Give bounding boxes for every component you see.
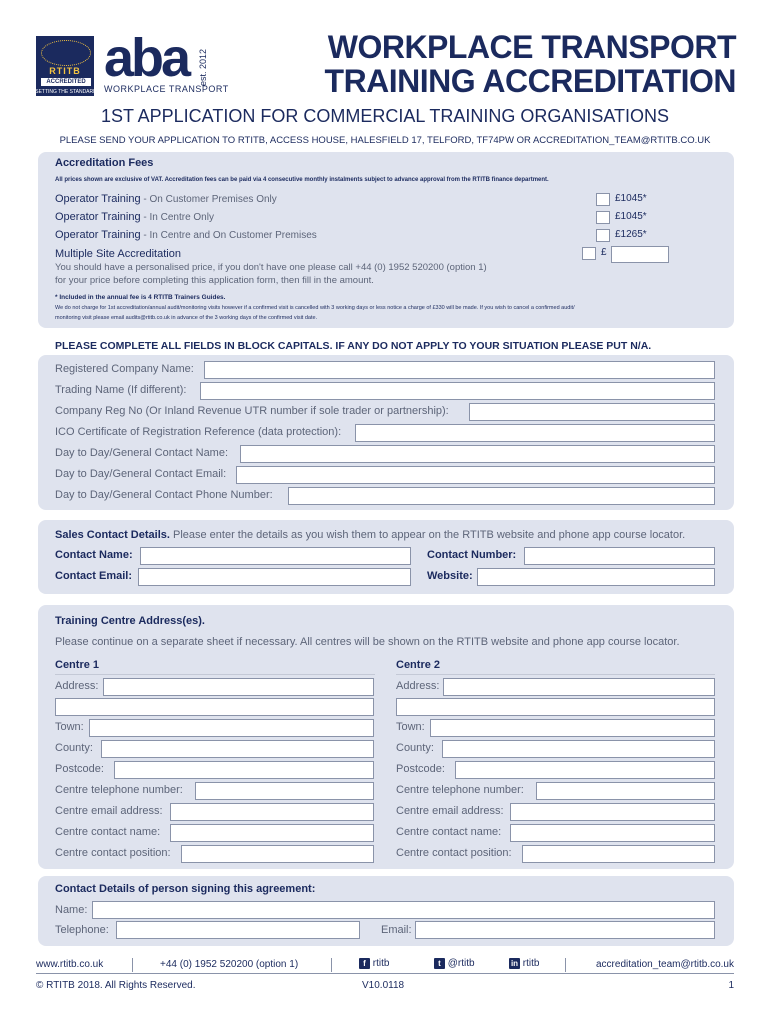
centre-2-postcode-label: Postcode: [396,763,445,775]
centre-1-email-label: Centre email address: [55,805,163,817]
centre-1-telephone-input[interactable] [195,782,374,800]
footer-page-number: 1 [728,980,734,991]
centre-1-postcode-input[interactable] [114,761,374,779]
ico-certificate-label: ICO Certificate of Registration Reference (data protection): [55,426,342,438]
general-contact-email-input[interactable] [236,466,715,484]
fee-option-detail: - In Centre Only [140,212,214,223]
aba-logo-sub: WORKPLACE TRANSPORT [104,84,229,94]
page-title [325,30,736,98]
centre-1-county-label: County: [55,742,93,754]
fee-option-label: Operator Training [55,193,141,205]
page-subtitle: 1ST APPLICATION FOR COMMERCIAL TRAINING ORGANISATIONS [100,106,670,126]
rtitb-accredited-logo [35,36,97,96]
trading-name-label: Trading Name (If different): [55,384,187,396]
general-contact-phone-input[interactable] [288,487,715,505]
centre-1-county-input[interactable] [101,740,374,758]
centre-2-email-input[interactable] [510,803,715,821]
multi-site-currency: £ [601,247,607,258]
footer-version: V10.0118 [362,980,405,991]
contact-number-input[interactable] [524,547,715,565]
fee-option-label: Operator Training [55,229,141,241]
footer-email-link[interactable]: accreditation_team@rtitb.co.uk [596,959,734,970]
sales-contact-heading [55,529,685,541]
fee-option-1 [55,193,277,205]
multi-site-amount-input[interactable] [611,246,669,263]
aba-logo-text: aba [104,28,189,88]
centre-1-divider [55,674,375,675]
centre-2-contact-position-label: Centre contact position: [396,847,512,859]
multi-site-info-line-1: You should have a personalised price, if you don't have one please call +44 (0) 1952 520200 (option 1) [55,262,487,273]
footer-separator [331,958,332,972]
vat-note: All prices shown are exclusive of VAT. Accreditation fees can be paid via 4 consecutive monthly instalments subject to advance approval from the RTITB finance department. [55,177,549,183]
centre-1-postcode-label: Postcode: [55,763,104,775]
fees-heading: Accreditation Fees [55,157,154,169]
company-reg-no-label: Company Reg No (Or Inland Revenue UTR number if sole trader or partnership): [55,405,449,417]
signatory-email-label: Email: [381,924,412,936]
general-contact-name-input[interactable] [240,445,715,463]
footer-linkedin-link[interactable] [509,958,539,969]
fee-option-2 [55,211,214,223]
rtitb-logo-tagline: SETTING THE STANDARD [35,89,97,95]
send-instructions: PLEASE SEND YOUR APPLICATION TO RTITB, ACCESS HOUSE, HALESFIELD 17, TELFORD, TF74PW OR ACCREDITATION_TEAM@RTITB.CO.UK [59,135,711,146]
footer-twitter-handle: @rtitb [447,958,475,969]
centre-1-contact-name-input[interactable] [170,824,374,842]
footer-facebook-link[interactable] [359,958,389,969]
training-centre-note: Please continue on a separate sheet if necessary. All centres will be shown on the RTITB website and phone app course locator. [55,636,680,648]
fee-option-2-price: £1045* [615,211,647,222]
title-line-1: WORKPLACE TRANSPORT [327,29,736,65]
footer-linkedin-handle: rtitb [522,958,540,969]
aba-logo [104,30,188,86]
fee-option-detail: - On Customer Premises Only [140,194,277,205]
centre-1-town-input[interactable] [89,719,374,737]
website-label: Website: [427,570,473,582]
centre-2-telephone-input[interactable] [536,782,715,800]
multi-site-info-line-2: for your price before completing this application form, then fill in the amount. [55,275,374,286]
centre-1-address-input[interactable] [103,678,374,696]
centre-2-town-input[interactable] [430,719,715,737]
facebook-icon: f [359,958,370,969]
fee-option-label: Operator Training [55,211,141,223]
contact-number-label: Contact Number: [427,549,517,561]
rtitb-logo-sub: ACCREDITED [41,78,91,86]
linkedin-icon: in [510,959,519,968]
contact-email-label: Contact Email: [55,570,133,582]
centre-1-address-label: Address: [55,680,99,692]
training-centre-heading: Training Centre Address(es). [55,615,205,627]
multi-site-checkbox[interactable] [582,247,596,260]
centre-2-postcode-input[interactable] [455,761,715,779]
twitter-icon: t [434,958,445,969]
ico-certificate-input[interactable] [355,424,715,442]
centre-2-county-input[interactable] [442,740,715,758]
footer-rule [36,973,734,974]
website-input[interactable] [477,568,715,586]
footer-facebook-handle: rtitb [372,958,390,969]
block-capitals-instruction: PLEASE COMPLETE ALL FIELDS IN BLOCK CAPITALS. IF ANY DO NOT APPLY TO YOUR SITUATION PLEASE PUT N/A. [55,340,652,352]
centre-1-contact-position-label: Centre contact position: [55,847,171,859]
centre-2-contact-position-input[interactable] [522,845,715,863]
contact-name-label: Contact Name: [55,549,133,561]
sales-heading-rest: Please enter the details as you wish them to appear on the RTITB website and phone app course locator. [169,529,686,541]
centre-1-contact-name-label: Centre contact name: [55,826,161,838]
signatory-telephone-input[interactable] [116,921,360,939]
contact-name-input[interactable] [140,547,411,565]
footer-website-link[interactable]: www.rtitb.co.uk [36,959,104,970]
signatory-name-label: Name: [55,904,88,916]
footer-copyright: © RTITB 2018. All Rights Reserved. [36,980,196,991]
company-reg-no-input[interactable] [469,403,715,421]
contact-email-input[interactable] [138,568,411,586]
centre-2-county-label: County: [396,742,434,754]
multi-site-label: Multiple Site Accreditation [55,248,181,260]
centre-1-contact-position-input[interactable] [181,845,374,863]
fee-option-3-price: £1265* [615,229,647,240]
footer-separator [565,958,566,972]
centre-1-telephone-label: Centre telephone number: [55,784,183,796]
centre-2-telephone-label: Centre telephone number: [396,784,524,796]
registered-company-name-label: Registered Company Name: [55,363,194,375]
signatory-heading: Contact Details of person signing this agreement: [55,883,316,895]
centre-1-town-label: Town: [55,721,84,733]
trading-name-input[interactable] [200,382,715,400]
centre-2-address-input[interactable] [443,678,715,696]
fee-option-1-price: £1045* [615,193,647,204]
centre-2-title: Centre 2 [396,659,441,671]
general-contact-name-label: Day to Day/General Contact Name: [55,447,229,459]
sales-heading-bold: Sales Contact Details. [55,529,170,541]
signatory-email-input[interactable] [415,921,715,939]
title-line-2: TRAINING ACCREDITATION [324,63,736,99]
included-note: * Included in the annual fee is 4 RTITB Trainers Guides. [55,294,226,301]
centre-2-address-line-2-input[interactable] [396,698,715,716]
footer-twitter-link[interactable] [434,958,475,969]
charge-note-line-2: monitoring visit please email audits@rtitb.co.uk in advance of the 3 working days of the confirmed visit date. [55,315,318,321]
footer-phone: +44 (0) 1952 520200 (option 1) [160,959,299,970]
fee-option-1-checkbox[interactable] [596,193,610,206]
centre-1-title: Centre 1 [55,659,100,671]
signatory-name-input[interactable] [92,901,715,919]
fee-option-2-checkbox[interactable] [596,211,610,224]
centre-1-address-line-2-input[interactable] [55,698,374,716]
fee-option-3-checkbox[interactable] [596,229,610,242]
rtitb-logo-text: RTITB [49,66,81,76]
centre-2-divider [396,674,715,675]
footer-separator [132,958,133,972]
aba-logo-est: est. 2012 [198,48,208,86]
general-contact-phone-label: Day to Day/General Contact Phone Number: [55,489,273,501]
fee-option-detail: - In Centre and On Customer Premises [140,230,317,241]
signatory-telephone-label: Telephone: [55,924,109,936]
centre-2-contact-name-input[interactable] [510,824,715,842]
star-ring-icon [41,40,91,66]
centre-2-email-label: Centre email address: [396,805,504,817]
fee-option-3 [55,229,317,241]
centre-2-contact-name-label: Centre contact name: [396,826,502,838]
charge-note-line-1: We do not charge for 1st accreditation/annual audit/monitoring visits however if a confirmed visit is cancelled with 3 working days or less notice a charge of £330 will be made. If you wish to cancel a confirmed audit/ [55,305,575,311]
general-contact-email-label: Day to Day/General Contact Email: [55,468,227,480]
centre-1-email-input[interactable] [170,803,374,821]
centre-2-town-label: Town: [396,721,425,733]
centre-2-address-label: Address: [396,680,440,692]
registered-company-name-input[interactable] [204,361,715,379]
